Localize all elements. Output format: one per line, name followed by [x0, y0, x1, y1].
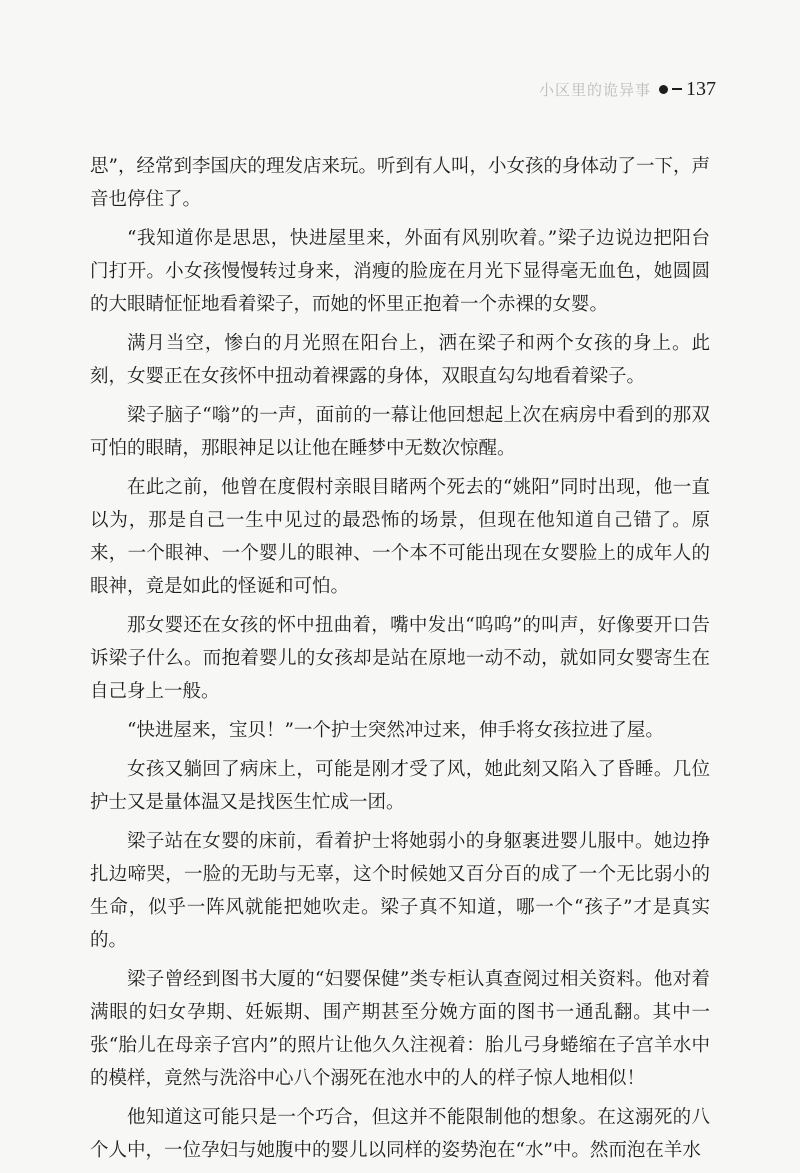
paragraph: 女孩又躺回了病床上，可能是刚才受了风，她此刻又陷入了昏睡。几位护士又是量体温又是找医生忙成一团。	[90, 759, 710, 813]
paragraph: “我知道你是思思，快进屋里来，外面有风别吹着。”梁子边说边把阳台门打开。小女孩慢慢转过身来，消瘦的脸庞在月光下显得毫无血色，她圆圆的大眼睛怔怔地看着梁子，而她的怀里正抱着一个赤裸的女婴。	[90, 228, 710, 315]
body-text	[90, 150, 710, 1173]
paragraph: 他知道这可能只是一个巧合，但这并不能限制他的想象。在这溺死的八个人中，一位孕妇与她腹中的婴儿以同样的姿势泡在“水”中。然而泡在羊水	[90, 1107, 710, 1161]
page-number: 137	[686, 77, 716, 100]
running-head: 小区里的诡异事	[538, 80, 651, 99]
bullet-icon	[659, 85, 668, 94]
paragraph: 梁子站在女婴的床前，看着护士将她弱小的身躯裹进婴儿服中。她边挣扎边啼哭，一脸的无助与无辜，这个时候她又百分百的成了一个无比弱小的生命，似乎一阵风就能把她吹走。梁子真不知道，哪一个“孩子”才是真实的。	[90, 831, 710, 951]
paragraph: 那女婴还在女孩的怀中扭曲着，嘴中发出“呜呜”的叫声，好像要开口告诉梁子什么。而抱着婴儿的女孩却是站在原地一动不动，就如同女婴寄生在自己身上一般。	[90, 615, 710, 702]
paragraph: 思”，经常到李国庆的理发店来玩。听到有人叫，小女孩的身体动了一下，声音也停住了。	[90, 156, 710, 210]
paragraph: 梁子脑子“嗡”的一声，面前的一幕让他回想起上次在病房中看到的那双可怕的眼睛，那眼神足以让他在睡梦中无数次惊醒。	[90, 405, 710, 459]
page-header	[539, 76, 716, 102]
paragraph: 梁子曾经到图书大厦的“妇婴保健”类专柜认真查阅过相关资料。他对着满眼的妇女孕期、妊娠期、围产期甚至分娩方面的图书一通乱翻。其中一张“胎儿在母亲子宫内”的照片让他久久注视着：胎儿弓身蜷缩在子宫羊水中的模样，竟然与洗浴中心八个溺死在池水中的人的样子惊人地相似！	[90, 969, 710, 1089]
paragraph: “快进屋来，宝贝！”一个护士突然冲过来，伸手将女孩拉进了屋。	[127, 720, 664, 741]
dash-icon	[672, 88, 682, 90]
paragraph: 在此之前，他曾在度假村亲眼目睹两个死去的“姚阳”同时出现，他一直以为，那是自己一生中见过的最恐怖的场景，但现在他知道自己错了。原来，一个眼神、一个婴儿的眼神、一个本不可能出现在女婴脸上的成年人的眼神，竟是如此的怪诞和可怕。	[90, 477, 710, 597]
paragraph: 满月当空，惨白的月光照在阳台上，洒在梁子和两个女孩的身上。此刻，女婴正在女孩怀中扭动着裸露的身体，双眼直勾勾地看着梁子。	[90, 333, 710, 387]
